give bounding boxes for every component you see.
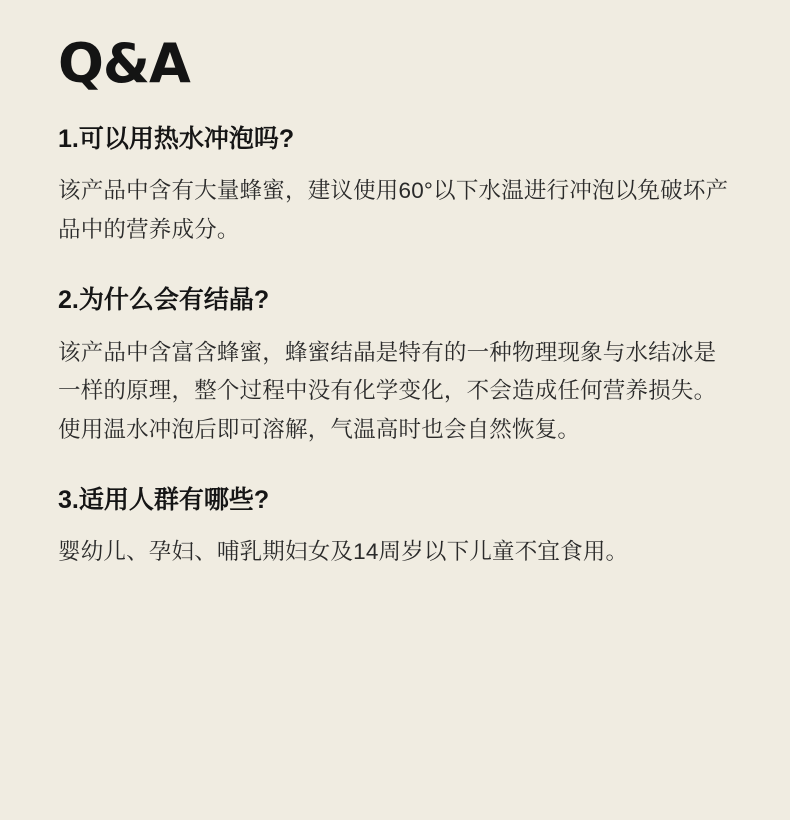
qa-question: 1.可以用热水冲泡吗?: [58, 124, 295, 153]
qa-question: 3.适用人群有哪些?: [58, 485, 270, 514]
qa-list: [58, 123, 732, 572]
qa-item: [58, 123, 732, 250]
qa-item: [58, 284, 732, 450]
qa-question: 2.为什么会有结晶?: [58, 285, 270, 314]
qa-answer: 该产品中含有大量蜂蜜，建议使用60°以下水温进行冲泡以免破坏产品中的营养成分。: [58, 178, 729, 243]
qa-answer: 婴幼儿、孕妇、哺乳期妇女及14周岁以下儿童不宜食用。: [58, 539, 629, 565]
qa-answer: 该产品中含富含蜂蜜，蜂蜜结晶是特有的一种物理现象与水结冰是一样的原理，整个过程中没有化学变化，不会造成任何营养损失。使用温水冲泡后即可溶解，气温高时也会自然恢复。: [58, 339, 717, 442]
page-title: Q&A: [58, 32, 190, 95]
qa-item: [58, 484, 732, 572]
